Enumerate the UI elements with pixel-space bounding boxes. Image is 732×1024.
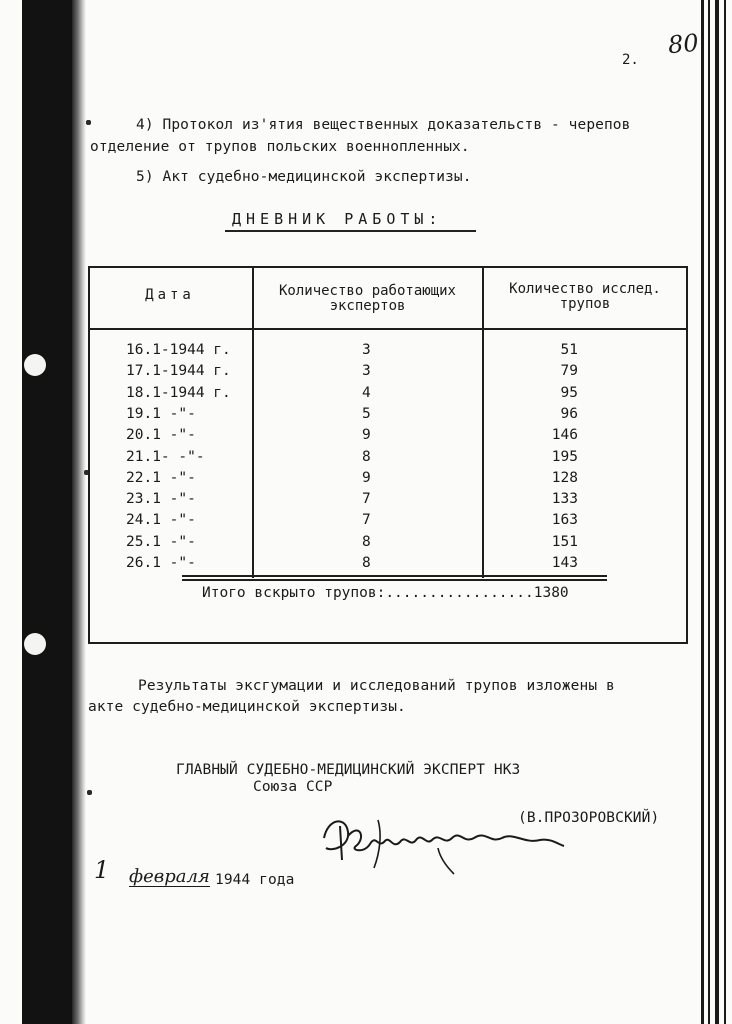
column-divider xyxy=(482,268,484,328)
results-line1: Результаты эксгумации и исследований трупов изложены в xyxy=(138,678,615,694)
table-cell-date: 21.1- -"- xyxy=(126,448,205,465)
table-cell-experts: 7 xyxy=(362,512,371,529)
table-cell-date: 19.1 -"- xyxy=(126,405,196,422)
diary-title-underline xyxy=(225,230,476,232)
table-cell-bodies: 143 xyxy=(551,555,578,571)
total-double-rule xyxy=(182,575,607,577)
table-cell-bodies: 163 xyxy=(551,512,578,529)
table-cell-bodies: 79 xyxy=(560,363,578,380)
header-rule xyxy=(90,328,686,330)
total-line xyxy=(202,585,569,601)
table-cell-experts: 7 xyxy=(362,491,371,508)
binding-speck xyxy=(86,120,91,125)
table-cell-date: 23.1 -"- xyxy=(126,491,196,508)
table-cell-bodies: 133 xyxy=(551,491,578,508)
column-header-date: Дата xyxy=(145,287,195,303)
table-cell-experts: 8 xyxy=(362,533,371,550)
total-double-rule xyxy=(182,579,607,581)
table-cell-experts: 3 xyxy=(362,342,371,358)
table-cell-bodies: 146 xyxy=(551,427,578,444)
signatory-name: (В.ПРОЗОРОВСКИЙ) xyxy=(518,810,660,826)
column-divider xyxy=(482,328,484,578)
table-cell-experts: 9 xyxy=(362,427,371,444)
table-cell-bodies: 51 xyxy=(560,342,578,358)
table-cell-date: 20.1 -"- xyxy=(126,427,196,444)
table-cell-bodies: 95 xyxy=(560,384,578,401)
date-year: 1944 года xyxy=(215,872,295,888)
right-edge-line xyxy=(708,0,710,1024)
table-cell-bodies: 128 xyxy=(551,469,578,486)
right-edge-line xyxy=(701,0,704,1024)
column-header-experts: Количество работающих экспертов xyxy=(278,283,456,314)
table-cell-experts: 9 xyxy=(362,469,371,486)
page-number: 2. xyxy=(622,52,639,68)
column-divider xyxy=(252,268,254,328)
results-line2: акте судебно-медицинской экспертизы. xyxy=(88,699,406,715)
diary-title: ДНЕВНИК РАБОТЫ: xyxy=(232,210,443,228)
table-cell-date: 16.1-1944 г. xyxy=(126,342,231,358)
right-edge-line xyxy=(724,0,726,1024)
binding-speck xyxy=(87,790,92,795)
table-cell-date: 25.1 -"- xyxy=(126,533,196,550)
signatory-title: ГЛАВНЫЙ СУДЕБНО-МЕДИЦИНСКИЙ ЭКСПЕРТ НКЗ xyxy=(176,762,521,778)
date-day-handwritten: 1 xyxy=(94,856,110,884)
total-label: Итого вскрыто трупов:................. xyxy=(202,585,534,601)
binding-shadow xyxy=(22,0,78,1024)
table-cell-bodies: 151 xyxy=(551,533,578,550)
table-cell-experts: 3 xyxy=(362,363,371,380)
table-cell-date: 26.1 -"- xyxy=(126,555,196,571)
table-cell-date: 17.1-1944 г. xyxy=(126,363,231,380)
table-cell-date: 22.1 -"- xyxy=(126,469,196,486)
table-cell-date: 24.1 -"- xyxy=(126,512,196,529)
punch-hole-upper xyxy=(24,354,46,376)
table-cell-bodies: 195 xyxy=(551,448,578,465)
column-divider xyxy=(252,328,254,578)
date-month-handwritten: февраля xyxy=(129,866,210,887)
binding-edge xyxy=(72,0,86,1024)
total-value: 1380 xyxy=(533,585,569,601)
punch-hole-lower xyxy=(24,633,46,655)
table-cell-bodies: 96 xyxy=(560,405,578,422)
attachment-4-line2: отделение от трупов польских военнопленных. xyxy=(90,139,470,155)
table-cell-experts: 8 xyxy=(362,555,371,571)
archive-page-number: 80 xyxy=(666,28,700,60)
table-cell-experts: 4 xyxy=(362,384,371,401)
right-edge-line xyxy=(715,0,719,1024)
column-header-bodies: Количество исслед. трупов xyxy=(509,281,661,312)
attachment-5: 5) Акт судебно-медицинской экспертизы. xyxy=(136,169,472,185)
handwritten-signature xyxy=(318,808,568,878)
table-cell-date: 18.1-1944 г. xyxy=(126,384,231,401)
attachment-4-line1: 4) Протокол из'ятия вещественных доказательств - черепов xyxy=(136,117,631,133)
table-cell-experts: 5 xyxy=(362,405,371,422)
signatory-title-line2: Союза ССР xyxy=(253,779,333,795)
table-cell-experts: 8 xyxy=(362,448,371,465)
